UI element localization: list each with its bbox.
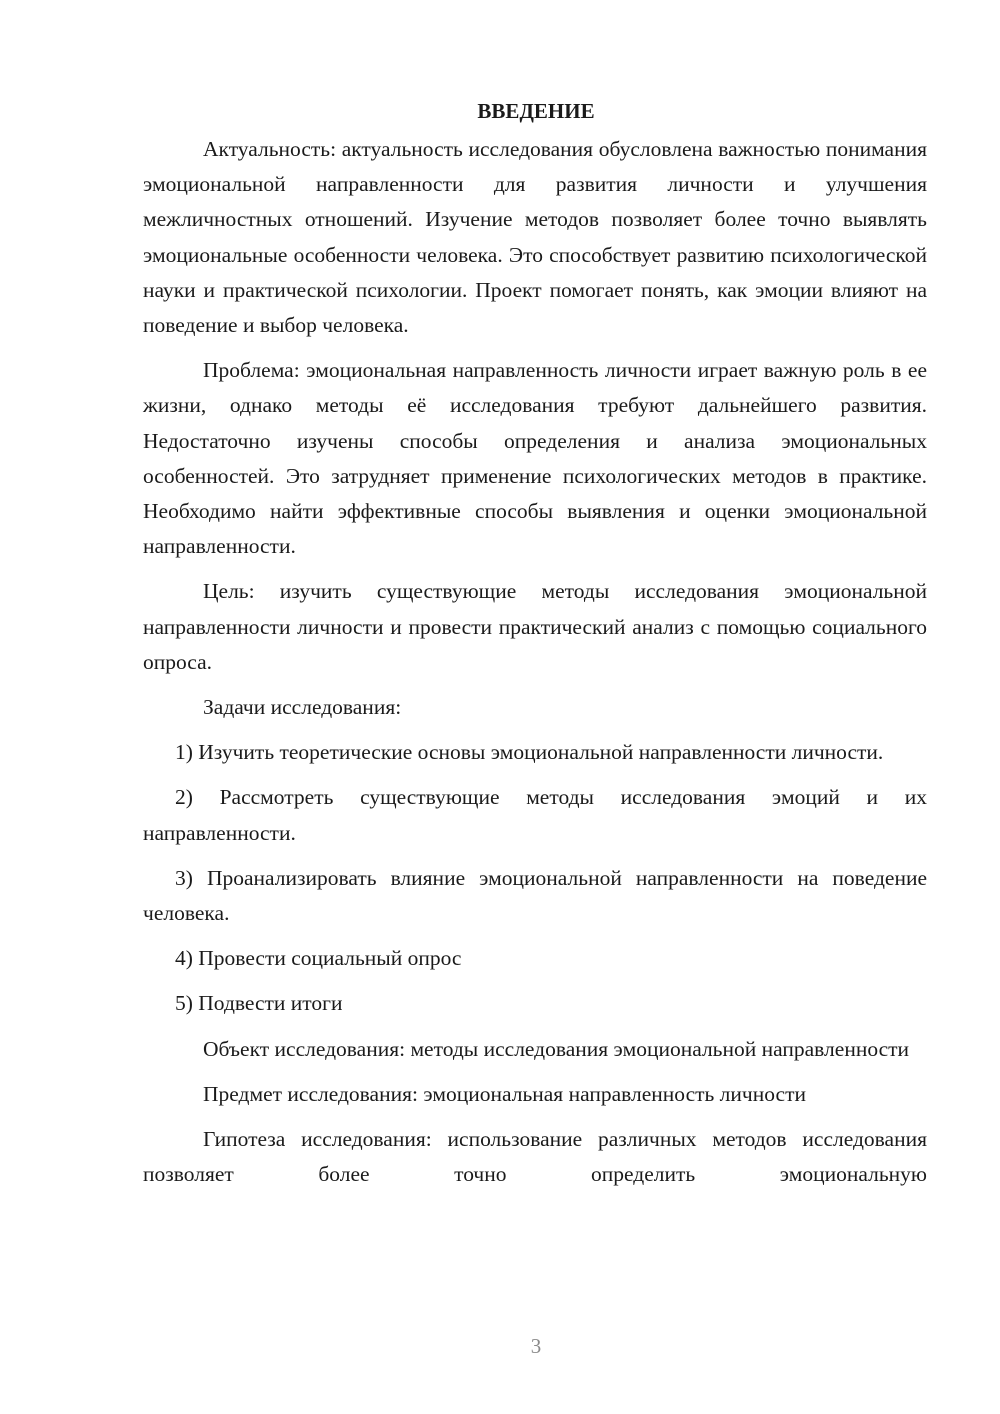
hypothesis-paragraph: Гипотеза исследования: использование различных методов исследования позволяет более точно определить эмоциональную [143, 1127, 927, 1187]
task-item-4: 4) Провести социальный опрос [175, 946, 462, 971]
task-item-1: 1) Изучить теоретические основы эмоциональной направленности личности. [175, 740, 884, 765]
relevance-paragraph: Актуальность: актуальность исследования обусловлена важностью понимания эмоциональной направленности для развития личности и улучшения межличностных отношений. Изучение методов позволяет более точно выявлять эмоциональные особенности человека. Это способствует развитию психологической науки и практической психологии. Проект помогает понять, как эмоции влияют на поведение и выбор человека. [143, 137, 927, 338]
page-content [143, 96, 927, 1192]
section-heading: ВВЕДЕНИЕ [477, 99, 595, 123]
subject-paragraph: Предмет исследования: эмоциональная направленность личности [203, 1081, 806, 1106]
task-item-5: 5) Подвести итоги [175, 991, 343, 1016]
tasks-title: Задачи исследования: [203, 695, 402, 720]
task-item-3: 3) Проанализировать влияние эмоциональной направленности на поведение человека. [143, 865, 927, 926]
problem-paragraph: Проблема: эмоциональная направленность личности играет важную роль в ее жизни, однако методы её исследования требуют дальнейшего развития. Недостаточно изучены способы определения и анализа эмоциональных особенностей. Это затрудняет применение психологических методов в практике. Необходимо найти эффективные способы выявления и оценки эмоциональной направленности. [143, 358, 927, 559]
object-paragraph: Объект исследования: методы исследования эмоциональной направленности [203, 1036, 910, 1061]
goal-paragraph: Цель: изучить существующие методы исследования эмоциональной направленности личности и провести практический анализ с помощью социального опроса. [143, 579, 927, 674]
task-item-2: 2) Рассмотреть существующие методы исследования эмоций и их направленности. [143, 785, 927, 845]
page-number: 3 [530, 1334, 542, 1358]
